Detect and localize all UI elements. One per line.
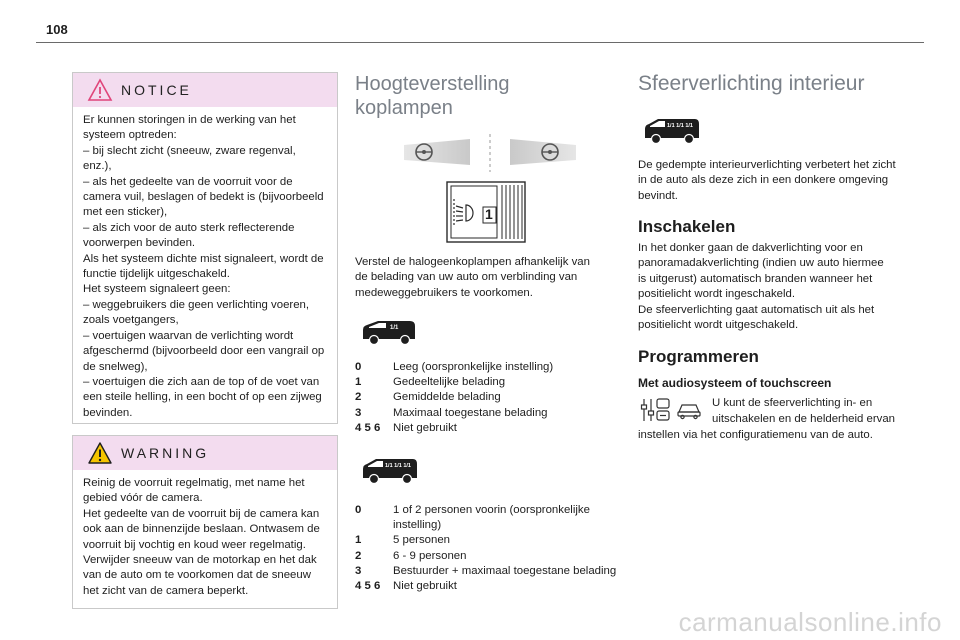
row-value: instelling)	[393, 519, 442, 532]
headlamp-heading-line2: koplampen	[355, 97, 453, 119]
warning-text	[73, 470, 337, 599]
notice-line: – voertuigen die zich aan de top of de voet van	[83, 375, 320, 388]
ambient-intro-line: bevindt.	[638, 189, 678, 202]
table-row	[355, 564, 625, 579]
notice-line: Er kunnen storingen in de werking van het	[83, 114, 296, 126]
page-number: 108	[46, 22, 68, 37]
headlamp-dial-digit: 1	[485, 206, 493, 222]
warning-line: voorruit bij vochtig en koud weer regelmatig.	[83, 538, 306, 551]
warning-line: van de auto om te voorkomen dat de sneeuw	[83, 569, 311, 582]
switch-on-line: panoramadakverlichting (indien uw auto hiermee	[638, 257, 884, 270]
switch-on-line: positielicht wordt uitgeschakeld.	[638, 319, 799, 332]
ambient-intro	[638, 158, 896, 204]
row-value: 5 personen	[393, 534, 450, 547]
table-row	[355, 406, 615, 421]
row-value: 6 - 9 personen	[393, 549, 467, 562]
notice-header	[73, 73, 337, 107]
row-value: Gemiddelde belading	[393, 391, 501, 404]
notice-line: – voertuigen waarvan de verlichting wordt	[83, 329, 294, 342]
row-key: 0	[355, 504, 362, 516]
notice-line: met een sticker),	[83, 206, 168, 219]
load-table-van	[355, 360, 615, 436]
table-row	[355, 503, 625, 518]
notice-line: afgeschermd (bijvoorbeeld door een vangrail op	[83, 345, 325, 358]
row-value: Leeg (oorspronkelijke instelling)	[393, 361, 554, 373]
notice-line: enz.),	[83, 160, 112, 173]
table-row	[355, 360, 615, 375]
svg-text:1/1 1/1 1/1: 1/1 1/1 1/1	[667, 123, 693, 129]
headlamp-heading	[355, 72, 510, 120]
notice-line: – als het gedeelte van de voorruit voor de	[83, 175, 293, 188]
notice-line: camera vuil, beslagen of bedekt is (bijvoorbeeld	[83, 191, 324, 204]
svg-text:1/1 1/1 1/1: 1/1 1/1 1/1	[385, 463, 411, 469]
notice-line: functie tijdelijk uitgeschakeld.	[83, 268, 230, 281]
switch-on-text	[638, 241, 884, 333]
notice-line: – bij slecht zicht (sneeuw, zware regenval,	[83, 144, 296, 157]
minibus-icon	[360, 456, 420, 486]
car-settings-icon	[676, 400, 702, 420]
row-value: Niet gebruikt	[393, 421, 457, 434]
row-value: Gedeeltelijke belading	[393, 376, 506, 389]
row-value: Niet gebruikt	[393, 580, 457, 593]
headlamp-intro-line: de belading van uw auto om verblinding van	[355, 271, 578, 284]
notice-line: – weggebruikers die geen verlichting voeren,	[83, 298, 310, 311]
switch-on-heading: Inschakelen	[638, 217, 736, 236]
minibus-icon	[642, 116, 702, 146]
table-row	[355, 518, 625, 533]
row-key: 4 5 6	[355, 580, 381, 593]
settings-menu-icon	[640, 396, 672, 424]
notice-line: – als zich voor de auto sterk reflecterende	[83, 221, 295, 234]
switch-on-line: In het donker gaan de dakverlichting voor en	[638, 242, 863, 254]
headlamp-beam-illustration	[400, 132, 580, 174]
van-icon	[360, 318, 418, 346]
notice-line: systeem optreden:	[83, 129, 177, 142]
warning-line: Verwijder sneeuw van de motorkap en het dak	[83, 554, 317, 567]
warning-title: WARNING	[121, 445, 210, 461]
warning-line: Reinig de voorruit regelmatig, met name het	[83, 477, 305, 489]
notice-line: voorwerpen bevinden.	[83, 237, 196, 250]
warning-header	[73, 436, 337, 470]
table-row	[355, 421, 615, 436]
svg-text:1/1: 1/1	[390, 325, 399, 331]
notice-line: zoals voetgangers,	[83, 314, 179, 327]
audio-subheading: Met audiosysteem of touchscreen	[638, 376, 832, 390]
notice-line: bevinden.	[83, 406, 133, 419]
row-key: 3	[355, 564, 362, 577]
audio-line: uitschakelen en de helderheid ervan	[712, 413, 896, 425]
warning-line: ook aan de binnenzijde beslaan. Ontwasem de	[83, 523, 320, 536]
header-divider	[36, 42, 924, 43]
headlamp-intro-line: Verstel de halogeenkoplampen afhankelijk van	[355, 256, 590, 268]
row-key: 2	[355, 549, 362, 562]
notice-line: een steile helling, in een bocht of op een zijweg	[83, 391, 322, 404]
warning-box	[72, 435, 338, 609]
headlamp-intro-line: medeweggebruikers te voorkomen.	[355, 286, 533, 299]
ambient-intro-line: in de auto als deze zich in een donkere omgeving	[638, 174, 889, 187]
table-row	[355, 579, 625, 594]
row-key: 4 5 6	[355, 421, 381, 434]
switch-on-line: De sfeerverlichting gaat automatisch uit als het	[638, 303, 875, 316]
row-key: 3	[355, 406, 362, 419]
warning-line: Het gedeelte van de voorruit bij de camera kan	[83, 507, 320, 520]
table-row	[355, 533, 625, 548]
headlamp-intro	[355, 255, 590, 301]
switch-on-line: is uitgerust) automatisch branden wanneer het	[638, 272, 873, 285]
row-key	[355, 518, 393, 533]
audio-line: U kunt de sfeerverlichting in- en	[712, 397, 873, 409]
warning-line: het zicht van de camera beperkt.	[83, 584, 249, 597]
warning-line: gebied vóór de camera.	[83, 492, 203, 505]
ambient-intro-line: De gedempte interieurverlichting verbetert het zicht	[638, 159, 896, 171]
load-table-minibus	[355, 503, 625, 594]
notice-line: de snelweg),	[83, 360, 148, 373]
row-key: 2	[355, 391, 362, 404]
row-key: 1	[355, 534, 362, 547]
watermark: carmanualsonline.info	[678, 607, 942, 637]
programming-heading: Programmeren	[638, 347, 759, 366]
switch-on-line: positielicht wordt ingeschakeld.	[638, 288, 796, 301]
ambient-heading: Sfeerverlichting interieur	[638, 72, 865, 95]
caution-triangle-icon	[87, 78, 113, 102]
row-key: 0	[355, 361, 362, 373]
audio-line: instellen via het configuratiemenu van de auto.	[638, 429, 873, 441]
row-key: 1	[355, 376, 362, 389]
row-value: Bestuurder + maximaal toegestane belading	[393, 564, 617, 577]
row-value: Maximaal toegestane belading	[393, 406, 548, 419]
notice-box	[72, 72, 338, 424]
warning-triangle-icon	[87, 441, 113, 465]
headlamp-heading-line1: Hoogteverstelling	[355, 73, 510, 95]
table-row	[355, 390, 615, 405]
notice-line: Het systeem signaleert geen:	[83, 283, 231, 296]
row-value: 1 of 2 personen voorin (oorspronkelijke	[393, 504, 590, 516]
headlamp-dial	[446, 181, 526, 243]
table-row	[355, 375, 615, 390]
notice-line: Als het systeem dichte mist signaleert, wordt de	[83, 252, 324, 265]
table-row	[355, 549, 625, 564]
notice-title: NOTICE	[121, 82, 192, 98]
notice-text	[73, 107, 337, 421]
